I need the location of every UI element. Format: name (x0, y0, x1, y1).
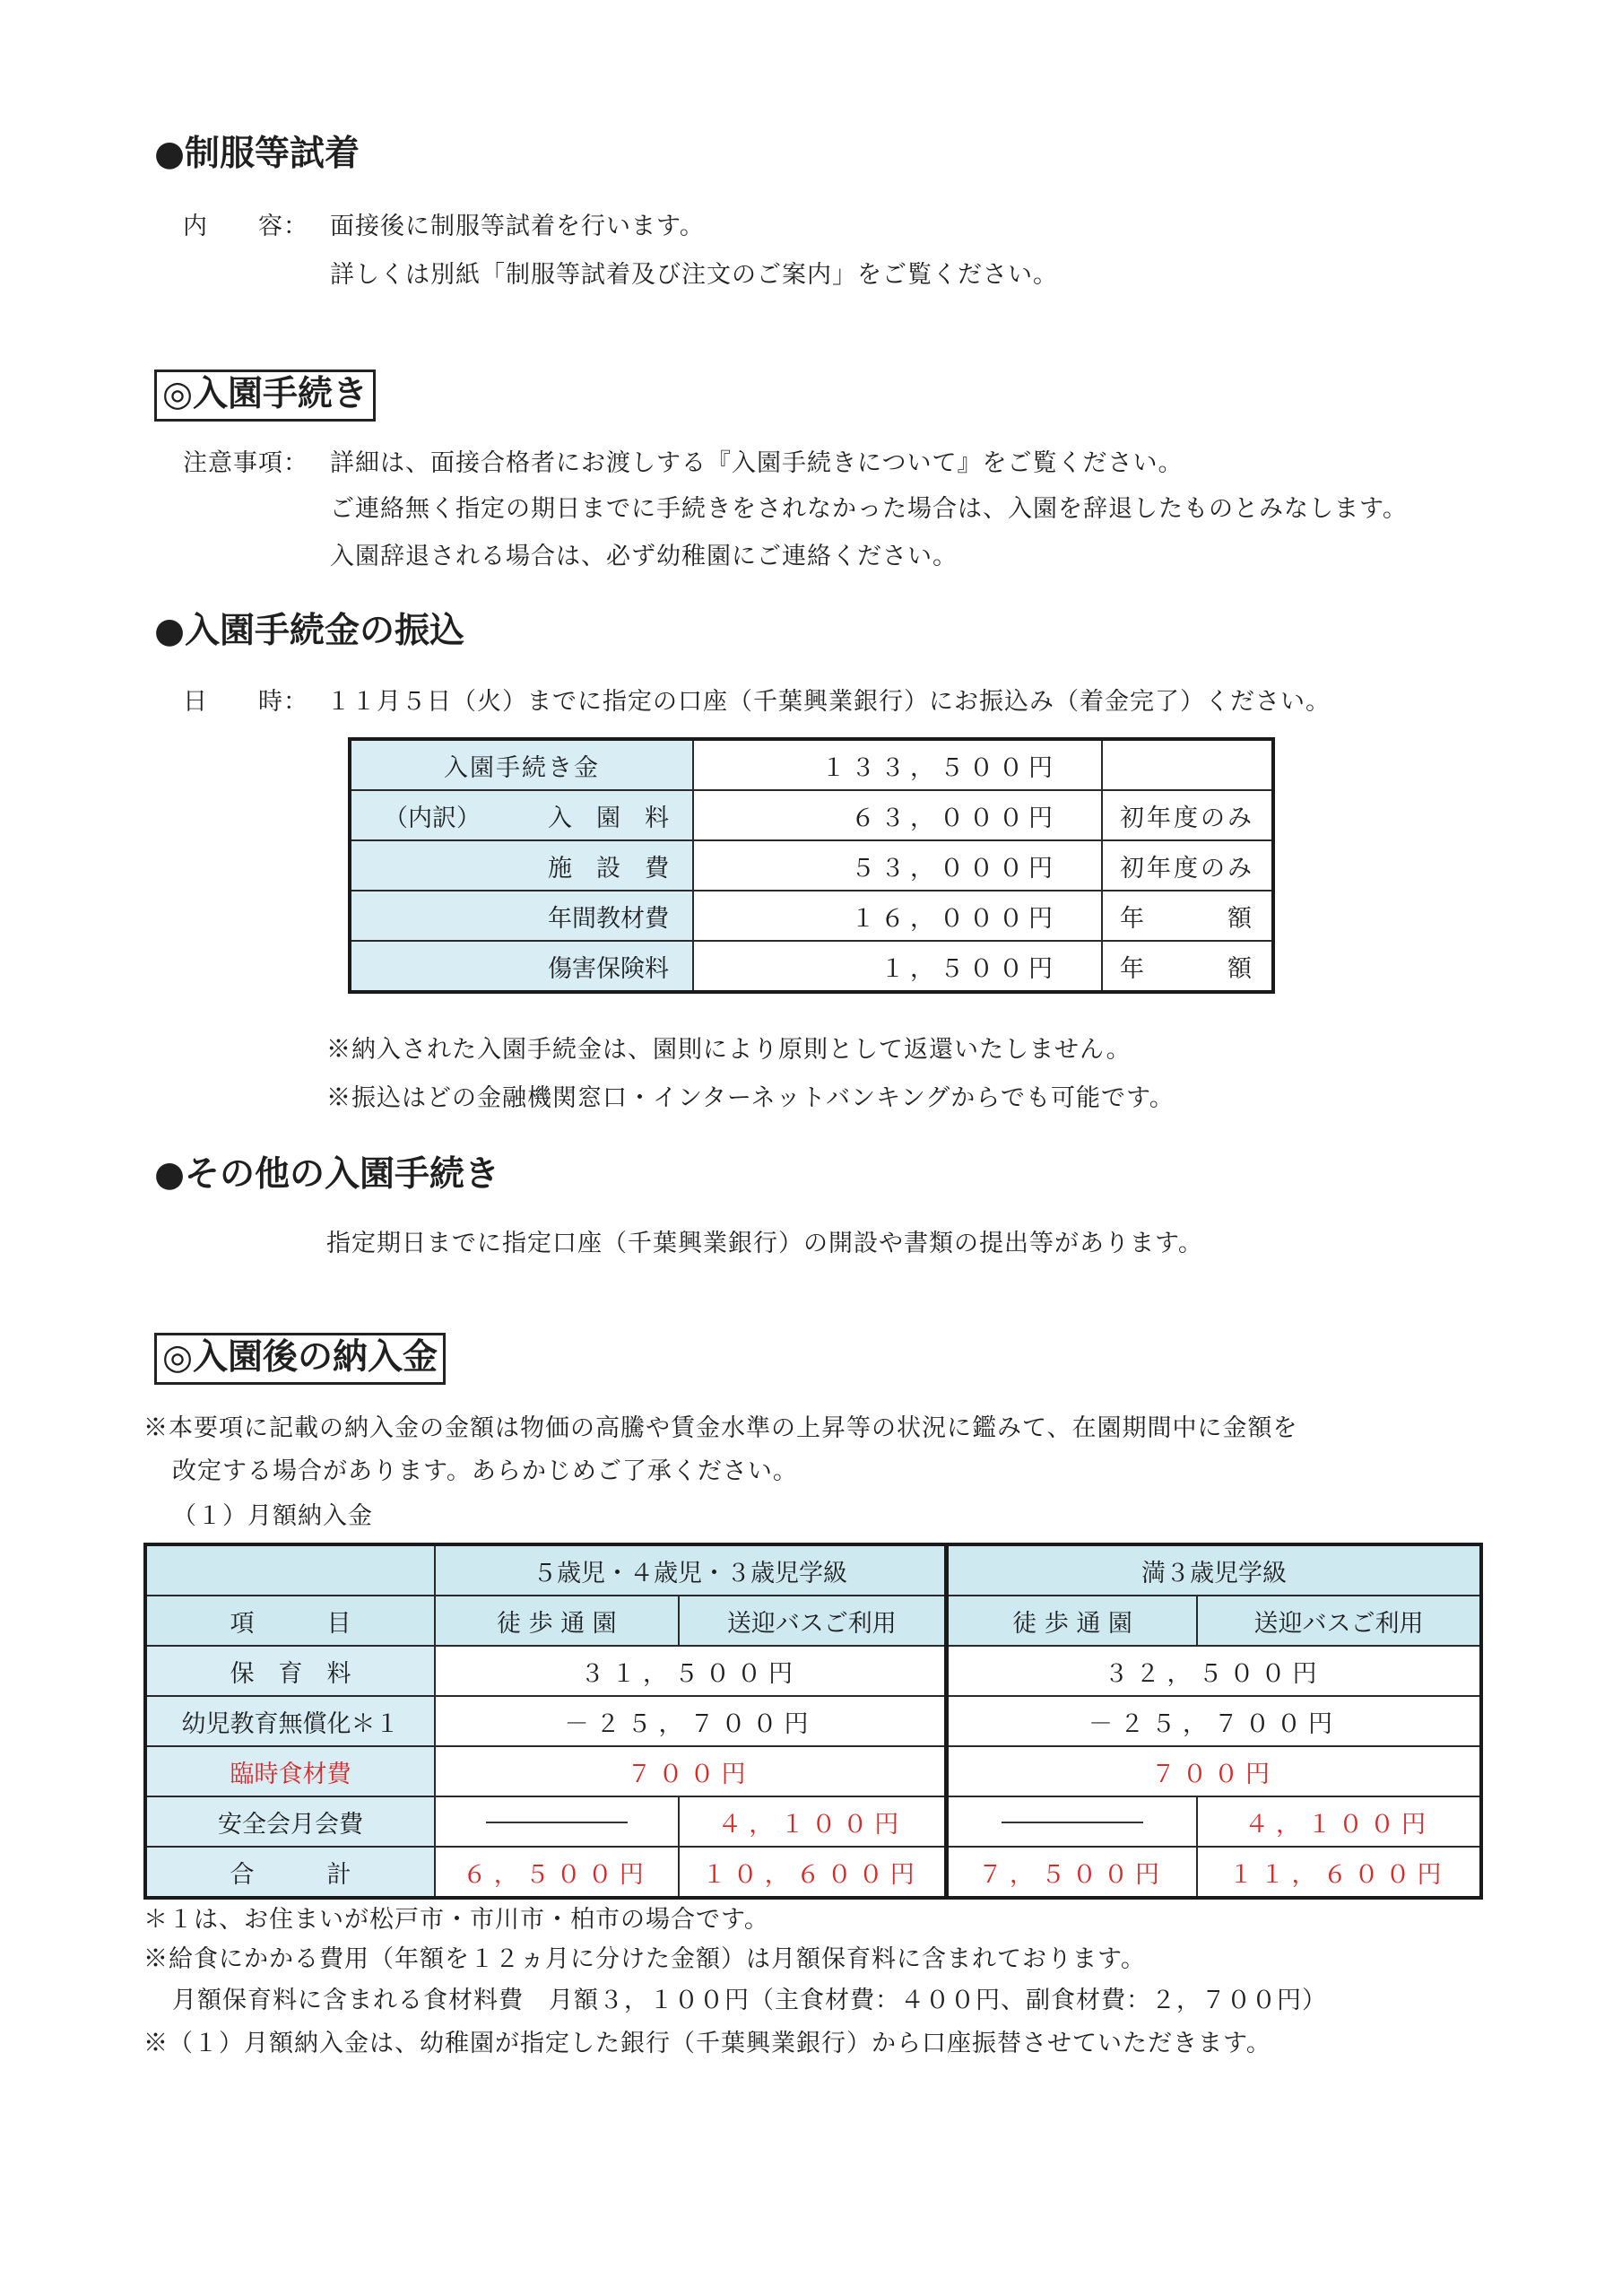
tuition-group1: ３１，５００円 (435, 1646, 947, 1696)
walk-header: 徒 歩 通 園 (947, 1596, 1197, 1646)
monthly-payment-table (143, 1543, 1483, 1900)
table-row (145, 1746, 1481, 1796)
food-cost-group2: ７００円 (947, 1746, 1481, 1796)
transfer-label: 日 時： (183, 688, 308, 716)
heading-post-admission-payments: ◎入園後の納入金 (154, 1333, 446, 1385)
bus-header: 送迎バスご利用 (679, 1596, 947, 1646)
safety-fee-group2-bus: ４，１００円 (1197, 1796, 1481, 1847)
group1-header: ５歳児・４歳児・３歳児学級 (435, 1544, 947, 1596)
uniform-line1: 面接後に制服等試着を行います。 (330, 213, 705, 240)
item-header: 項 目 (145, 1596, 435, 1646)
safety-fee-label: 安全会月会費 (145, 1796, 435, 1847)
fee-row-label-cell (350, 840, 693, 891)
table-row (350, 739, 1273, 790)
table-row (145, 1646, 1481, 1696)
table-row (350, 840, 1273, 891)
fee-row-amount: ５３，０００円 (693, 840, 1102, 891)
table-row (350, 790, 1273, 840)
uniform-label: 内 容： (183, 213, 308, 240)
breakdown-prefix: （内訳） (384, 804, 481, 832)
footnote-3: 月額保育料に含まれる食材料費 月額３，１００円（主食材費：４００円、副食材費：２，７００円） (172, 1987, 1327, 2014)
fee-row-label-cell (350, 891, 693, 941)
fee-row-label: 年間教材費 (548, 904, 669, 933)
admission-line3: 入園辞退される場合は、必ず幼稚園にご連絡ください。 (330, 543, 958, 570)
heading-uniform-fitting: ●制服等試着 (154, 134, 360, 174)
table-row (145, 1847, 1481, 1898)
fee-row-note: 初年度のみ (1102, 840, 1273, 891)
heading-other-procedures: ●その他の入園手続き (154, 1154, 500, 1195)
safety-fee-group1-walk (435, 1796, 679, 1847)
fee-total-note (1102, 739, 1273, 790)
fee-row-note: 初年度のみ (1102, 790, 1273, 840)
total-group2-walk: ７，５００円 (947, 1847, 1197, 1898)
free-education-group2: －２５，７００円 (947, 1696, 1481, 1746)
bus-header: 送迎バスご利用 (1197, 1596, 1481, 1646)
fee-row-label: 入 園 料 (548, 804, 669, 832)
after-note1b: 改定する場合があります。あらかじめご了承ください。 (172, 1457, 798, 1485)
safety-fee-group2-walk (947, 1796, 1197, 1847)
transfer-note2: ※振込はどの金融機関窓口・インターネットバンキングからでも可能です。 (326, 1084, 1175, 1112)
fee-row-label-cell (350, 941, 693, 992)
fee-row-note: 年 額 (1102, 891, 1273, 941)
table-row (145, 1696, 1481, 1746)
fee-row-note: 年 額 (1102, 941, 1273, 992)
dash-line (1002, 1822, 1143, 1823)
uniform-line2: 詳しくは別紙「制服等試着及び注文のご案内」をご覧ください。 (330, 261, 1058, 289)
fee-total-label: 入園手続き金 (444, 753, 600, 782)
admission-line2: ご連絡無く指定の期日までに手続きをされなかった場合は、入園を辞退したものとみなします。 (330, 495, 1408, 523)
group2-header: 満３歳児学級 (947, 1544, 1481, 1596)
after-note1a: ※本要項に記載の納入金の金額は物価の高騰や賃金水準の上昇等の状況に鑑みて、在園期間中に金額を (143, 1414, 1298, 1442)
free-education-label: 幼児教育無償化＊１ (145, 1696, 435, 1746)
transfer-line1: １１月５日（火）までに指定の口座（千葉興業銀行）にお振込み（着金完了）ください。 (326, 688, 1331, 716)
fee-total-amount: １３３，５００円 (693, 739, 1102, 790)
free-education-group1: －２５，７００円 (435, 1696, 947, 1746)
table-row (145, 1596, 1481, 1646)
fee-row-label: 施 設 費 (548, 854, 669, 883)
monthly-subheading: （１）月額納入金 (172, 1502, 373, 1530)
empty-header-cell (145, 1544, 435, 1596)
other-line1: 指定期日までに指定口座（千葉興業銀行）の開設や書類の提出等があります。 (326, 1230, 1203, 1257)
table-row (145, 1796, 1481, 1847)
walk-header: 徒 歩 通 園 (435, 1596, 679, 1646)
tuition-group2: ３２，５００円 (947, 1646, 1481, 1696)
table-row (145, 1544, 1481, 1596)
table-row (350, 891, 1273, 941)
total-label: 合 計 (145, 1847, 435, 1898)
dash-line (486, 1822, 628, 1823)
table-row (350, 941, 1273, 992)
admission-line1: 詳細は、面接合格者にお渡しする『入園手続きについて』をご覧ください。 (330, 449, 1184, 477)
fee-row-amount: １，５００円 (693, 941, 1102, 992)
admission-fee-table (348, 737, 1275, 994)
total-group2-bus: １１，６００円 (1197, 1847, 1481, 1898)
footnote-1: ＊１は、お住まいが松戸市・市川市・柏市の場合です。 (143, 1906, 769, 1934)
transfer-note1: ※納入された入園手続金は、園則により原則として返還いたしません。 (326, 1036, 1132, 1064)
heading-admission-procedure: ◎入園手続き (154, 370, 376, 422)
heading-fee-transfer: ●入園手続金の振込 (154, 611, 465, 651)
fee-row-amount: １６，０００円 (693, 891, 1102, 941)
tuition-label: 保 育 料 (145, 1646, 435, 1696)
total-group1-bus: １０，６００円 (679, 1847, 947, 1898)
fee-row-amount: ６３，０００円 (693, 790, 1102, 840)
footnote-2: ※給食にかかる費用（年額を１２ヵ月に分けた金額）は月額保育料に含まれております。 (143, 1945, 1146, 1973)
food-cost-label: 臨時食材費 (145, 1746, 435, 1796)
fee-row-label: 傷害保険料 (548, 954, 669, 983)
footnote-4: ※（１）月額納入金は、幼稚園が指定した銀行（千葉興業銀行）から口座振替させていただきます。 (143, 2030, 1271, 2057)
fee-row-label-cell (350, 790, 693, 840)
safety-fee-group1-bus: ４，１００円 (679, 1796, 947, 1847)
total-group1-walk: ６，５００円 (435, 1847, 679, 1898)
fee-total-label-cell (350, 739, 693, 790)
admission-label: 注意事項： (183, 449, 308, 477)
food-cost-group1: ７００円 (435, 1746, 947, 1796)
